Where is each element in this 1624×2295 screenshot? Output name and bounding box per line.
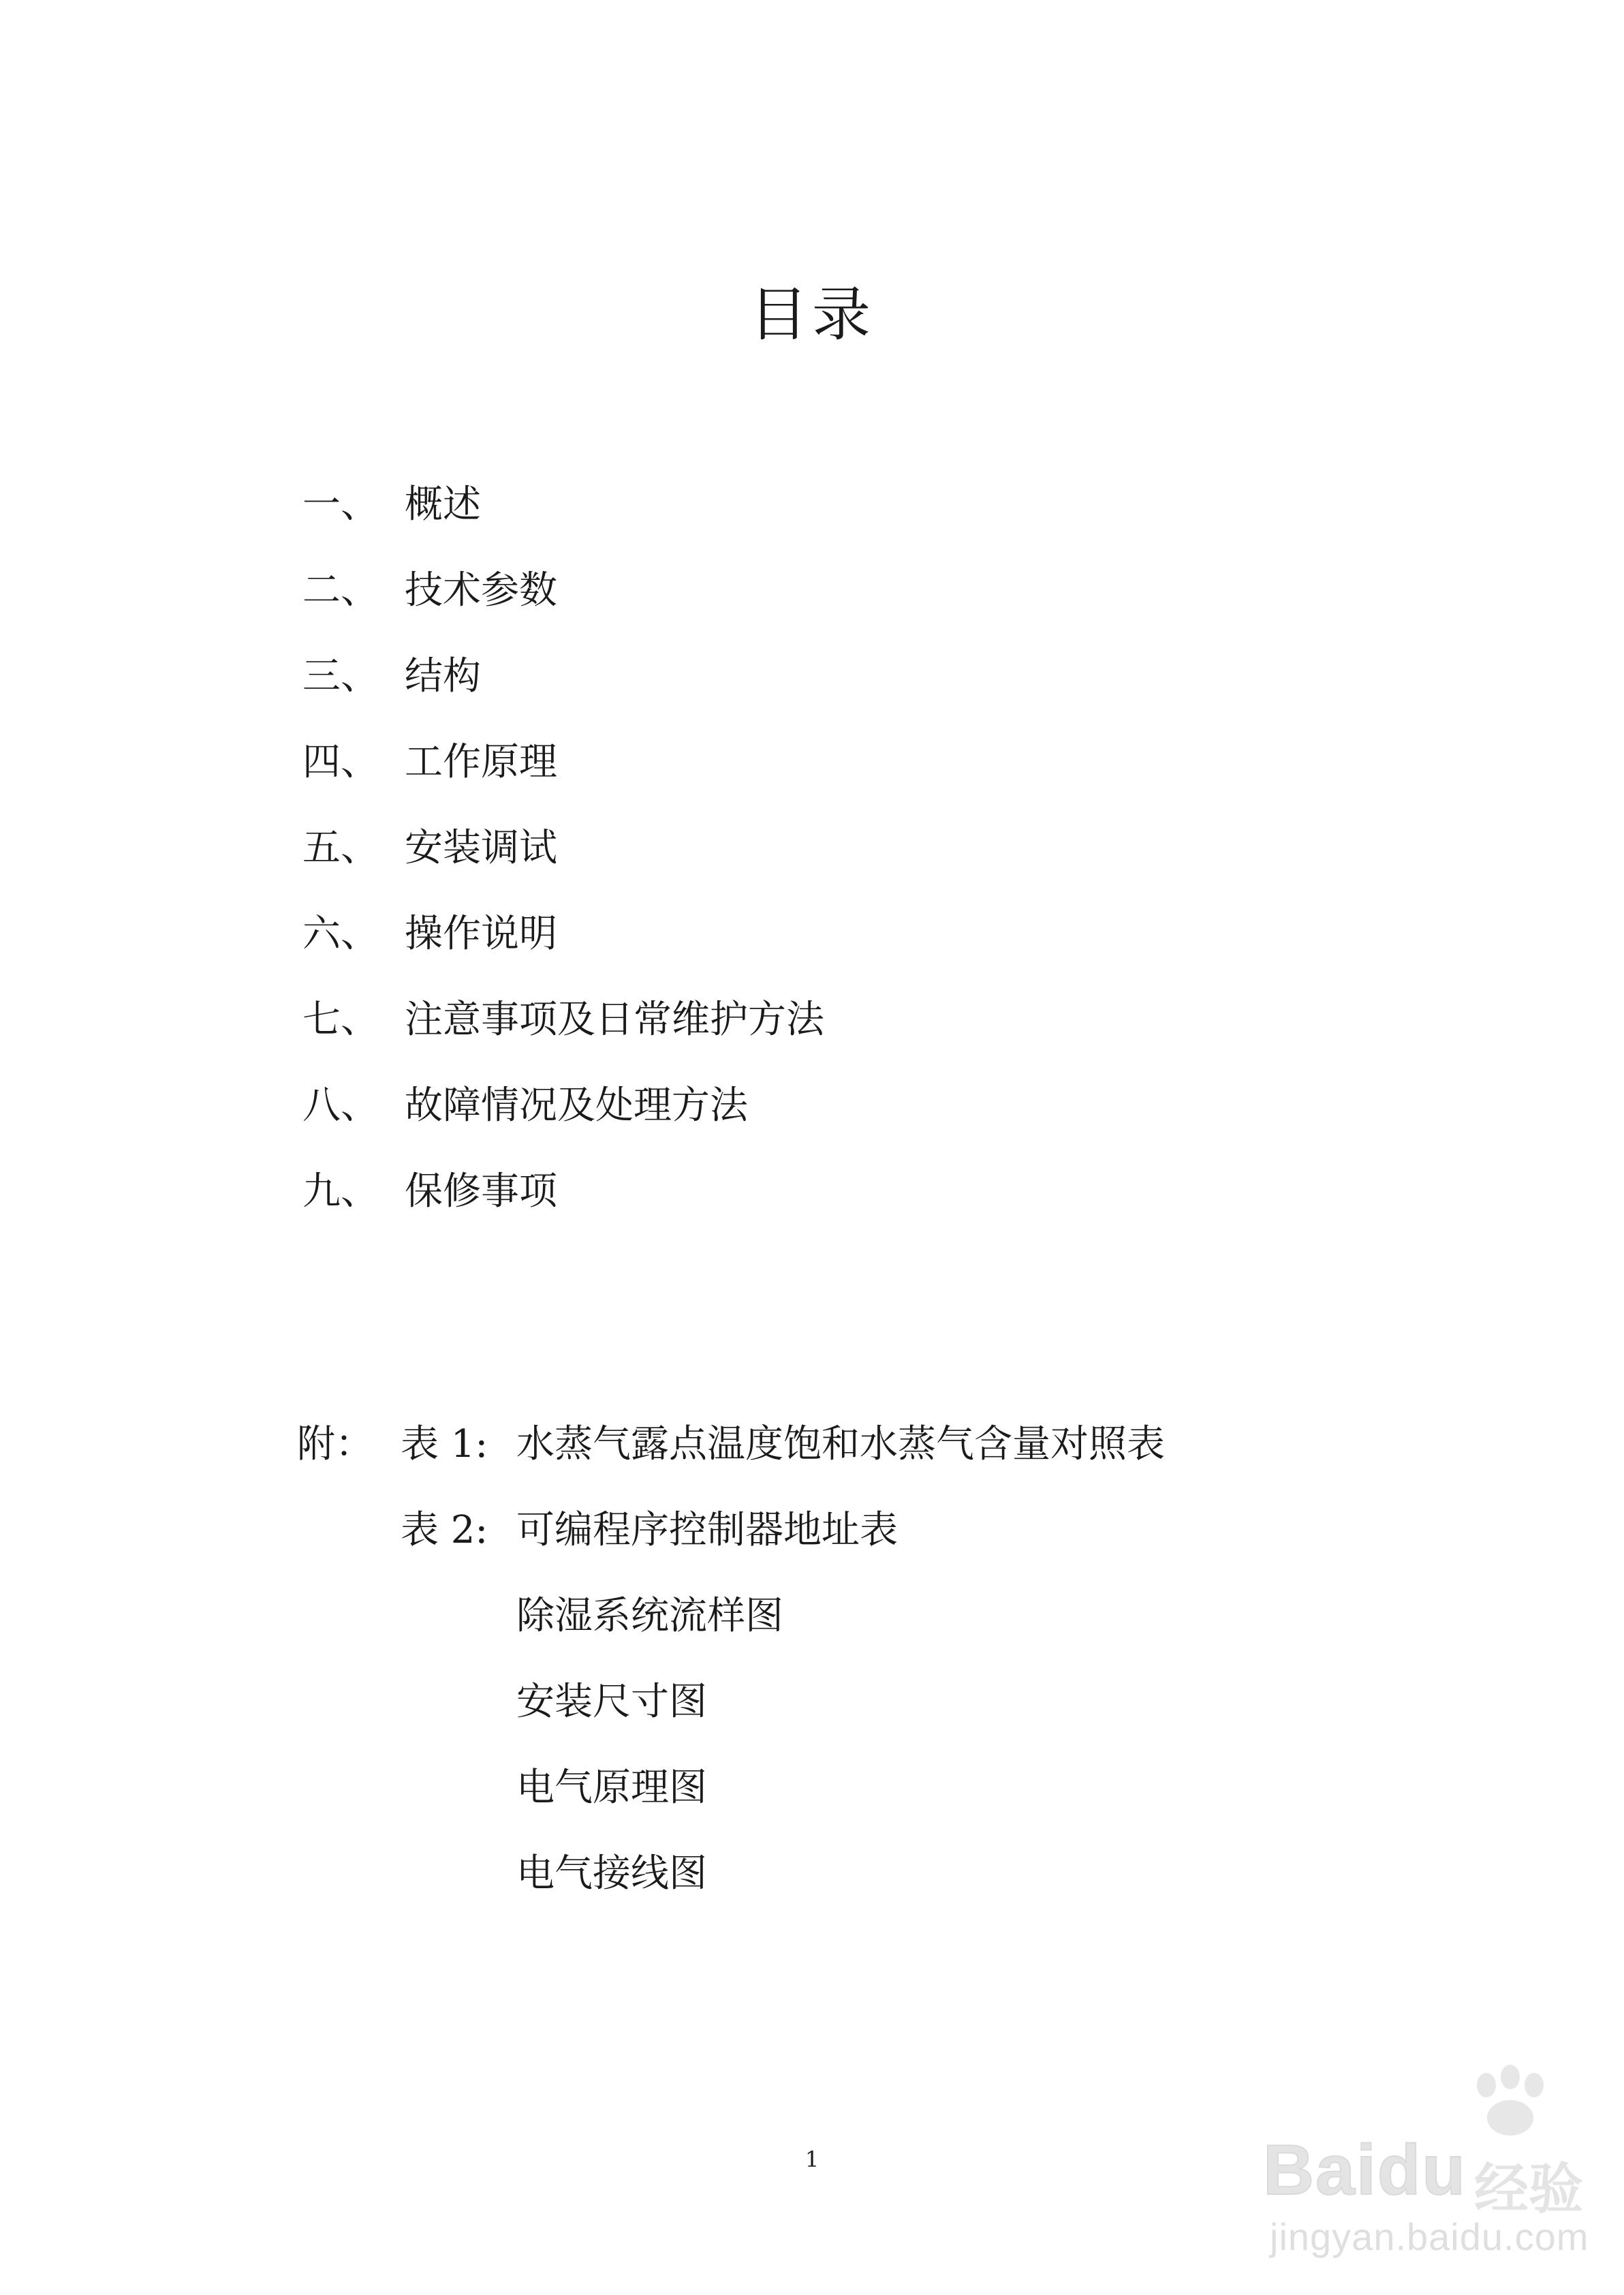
toc-label: 安装调试 bbox=[405, 826, 557, 870]
toc-label: 注意事项及日常维护方法 bbox=[405, 998, 824, 1042]
appendix-table-tag: 表 1: bbox=[401, 1422, 488, 1466]
toc-label: 工作原理 bbox=[405, 740, 557, 784]
watermark-cn: 经验 bbox=[1474, 2157, 1583, 2221]
appendix-drawing-label: 除湿系统流样图 bbox=[516, 1594, 783, 1638]
toc-label: 保修事项 bbox=[405, 1169, 557, 1214]
toc-item bbox=[302, 1149, 824, 1235]
toc-label: 结构 bbox=[405, 654, 481, 698]
toc-item bbox=[302, 462, 824, 548]
toc-number: 六、 bbox=[302, 912, 379, 956]
appendix-drawing-row bbox=[297, 1656, 1165, 1742]
toc-item bbox=[302, 891, 824, 977]
table-of-contents bbox=[302, 462, 824, 1235]
appendix-table-tag: 表 2: bbox=[401, 1508, 488, 1552]
toc-number: 一、 bbox=[302, 482, 379, 527]
appendix-lead: 附： bbox=[297, 1422, 373, 1466]
appendix bbox=[297, 1398, 1165, 1913]
appendix-table-label: 水蒸气露点温度饱和水蒸气含量对照表 bbox=[516, 1422, 1165, 1466]
appendix-drawing-label: 安装尺寸图 bbox=[516, 1680, 707, 1724]
toc-item bbox=[302, 1063, 824, 1149]
toc-label: 故障情况及处理方法 bbox=[405, 1083, 748, 1128]
toc-item bbox=[302, 634, 824, 720]
page-title: 目录 bbox=[749, 281, 875, 349]
toc-item bbox=[302, 977, 824, 1063]
appendix-drawing-row bbox=[297, 1742, 1165, 1828]
baidu-jingyan-watermark bbox=[1188, 2063, 1597, 2268]
toc-item bbox=[302, 548, 824, 634]
watermark-brand: Baidu bbox=[1263, 2131, 1467, 2210]
toc-item bbox=[302, 805, 824, 891]
toc-number: 九、 bbox=[302, 1169, 379, 1214]
toc-label: 概述 bbox=[405, 482, 481, 527]
appendix-drawing-row bbox=[297, 1570, 1165, 1656]
toc-number: 八、 bbox=[302, 1083, 379, 1128]
appendix-table-row bbox=[297, 1484, 1165, 1570]
toc-number: 二、 bbox=[302, 568, 379, 613]
toc-number: 四、 bbox=[302, 740, 379, 784]
toc-item bbox=[302, 720, 824, 805]
toc-number: 七、 bbox=[302, 998, 379, 1042]
appendix-table-row bbox=[297, 1398, 1165, 1484]
toc-label: 操作说明 bbox=[405, 912, 557, 956]
toc-number: 五、 bbox=[302, 826, 379, 870]
toc-label: 技术参数 bbox=[405, 568, 557, 613]
watermark-url: jingyan.baidu.com bbox=[1270, 2215, 1589, 2258]
appendix-drawing-label: 电气原理图 bbox=[516, 1766, 707, 1810]
paw-icon bbox=[1459, 2063, 1561, 2138]
appendix-table-label: 可编程序控制器地址表 bbox=[516, 1508, 898, 1552]
appendix-drawing-row bbox=[297, 1828, 1165, 1913]
page-number: 1 bbox=[805, 2146, 819, 2172]
toc-number: 三、 bbox=[302, 654, 379, 698]
appendix-drawing-label: 电气接线图 bbox=[516, 1851, 707, 1896]
